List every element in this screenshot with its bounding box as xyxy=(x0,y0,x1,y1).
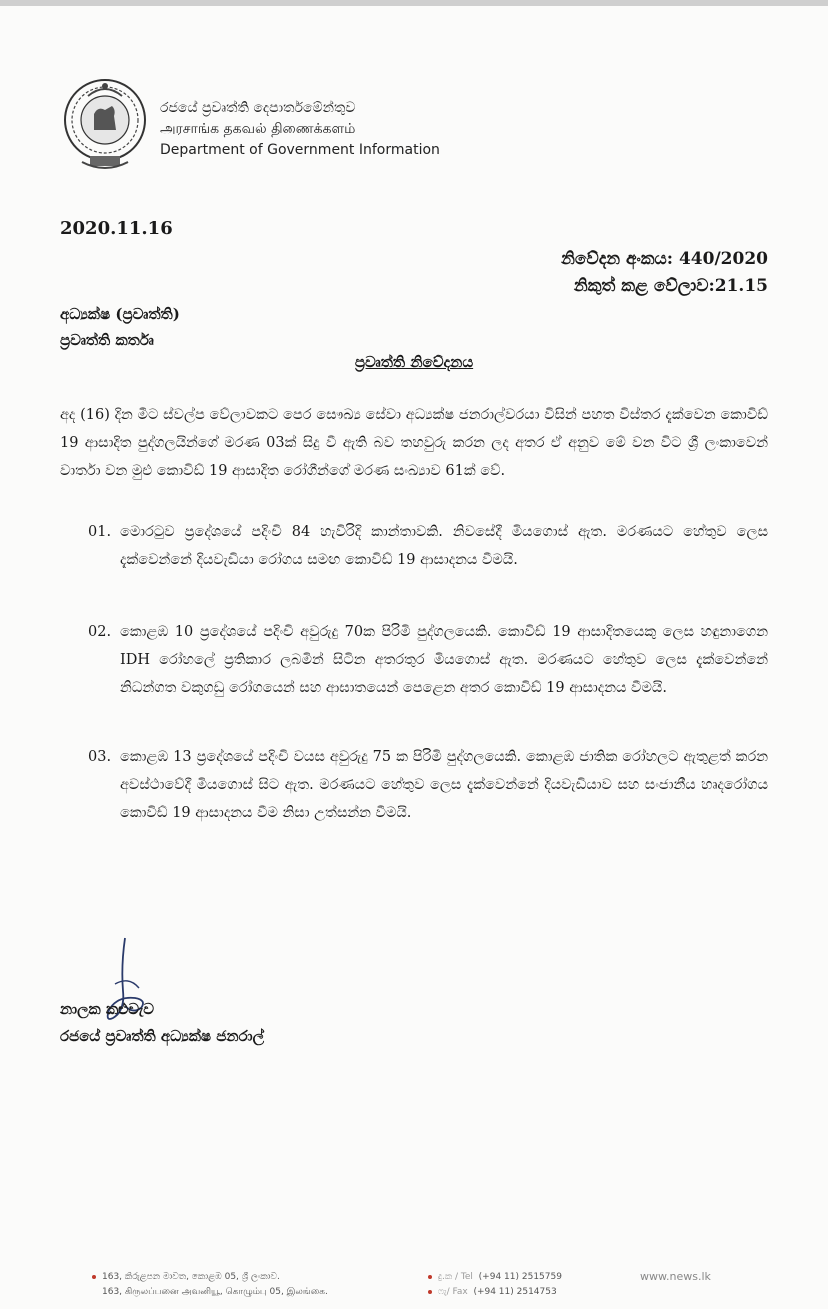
signer-name: නාලක කළුවැව xyxy=(60,1000,155,1018)
release-date: 2020.11.16 xyxy=(60,218,173,239)
list-item-number: 01. xyxy=(88,524,112,540)
footer-address xyxy=(92,1270,328,1300)
footer-address-line-2: 163, கிருலப்பனை அவனியூ, கொழும்பு 05, இலங்கை. xyxy=(102,1287,328,1297)
letter-page xyxy=(0,6,828,1309)
department-name-block xyxy=(160,98,440,161)
press-release-heading: ප්‍රවෘත්ති නිවේදනය xyxy=(354,353,474,371)
release-number: නිවේදන අංකය: 440/2020 xyxy=(561,249,768,269)
recipient-line-1: අධ්‍යක්ෂ (ප්‍රවෘත්ති) xyxy=(60,305,180,323)
department-name-tamil: அரசாங்க தகவல் திணைக்களம் xyxy=(160,121,356,137)
sri-lanka-emblem-icon xyxy=(60,76,150,174)
footer-fax-label: ෆැ/ Fax xyxy=(438,1287,468,1297)
bullet-icon xyxy=(428,1290,432,1294)
bullet-icon xyxy=(92,1275,96,1279)
footer-fax: (+94 11) 2514753 xyxy=(473,1287,557,1297)
footer-website: www.news.lk xyxy=(640,1270,711,1283)
footer-contacts xyxy=(428,1270,562,1300)
signer-title: රජයේ ප්‍රවෘත්ති අධ්‍යක්ෂ ජනරාල් xyxy=(60,1027,265,1045)
list-item xyxy=(88,518,768,574)
footer-tel: (+94 11) 2515759 xyxy=(478,1272,562,1282)
footer-address-line-1: 163, කිරුළපන මාවත, කොළඹ 05, ශ්‍රී ලංකාව. xyxy=(102,1272,280,1282)
list-item xyxy=(88,743,768,827)
footer-tel-label: දු.ක / Tel xyxy=(438,1272,473,1282)
recipient-line-2: ප්‍රවෘත්ති කර්තෘ xyxy=(60,331,154,349)
recipient-block xyxy=(60,301,180,353)
bullet-icon xyxy=(428,1275,432,1279)
signer-block xyxy=(60,996,264,1050)
list-item-number: 02. xyxy=(88,624,112,640)
list-item-text: මොරටුව ප්‍රදේශයේ පදිංචි 84 හැවිරිදි කාන්තාවකි. නිවසේදී මියගොස් ඇත. මරණයට හේතුව ලෙස දැක්වෙන්නේ දියවැඩියා රෝගය සමඟ කොවිඩ් 19 ආසාදනය වීමයි. xyxy=(120,524,768,568)
list-item-text: කොළඹ 10 ප්‍රදේශයේ පදිංචි අවුරුදු 70ක පිරිමි පුද්ගලයෙකි. කොවිඩ් 19 ආසාදිතයෙකු ලෙස හඳුනාගෙන IDH රෝහලේ ප්‍රතිකාර ලබමින් සිටින අතරතුර මියගොස් ඇත. මරණයට හේතුව ලෙස දැක්වෙන්නේ නිධන්ගත වකුගඩු රෝගයෙන් සහ ආඝාතයෙන් පෙළෙන අතර කොවිඩ් 19 ආසාදනය වීමයි. xyxy=(120,624,768,696)
intro-paragraph: අද (16) දින මීට ස්වල්ප වේලාවකට පෙර සෞඛ්‍ය සේවා අධ්‍යක්ෂ ජනරාල්වරයා විසින් පහත විස්තර දැක්වෙන කොවිඩ් 19 ආසාදිත පුද්ගලයින්ගේ මරණ 03ක් සිදු වී ඇති බව තහවුරු කරන ලද අතර ඒ අනුව මේ වන විට ශ්‍රී ලංකාවෙන් වාර්තා වන මුළු කොවිඩ් 19 ආසාදිත රෝගීන්ගේ මරණ සංඛ්‍යාව 61ක් වේ. xyxy=(60,407,768,479)
department-name-sinhala: රජයේ ප්‍රවෘත්ති දෙපාර්තමේන්තුව xyxy=(160,100,356,116)
list-item-text: කොළඹ 13 ප්‍රදේශයේ පදිංචි වයස අවුරුදු 75 ක පිරිමි පුද්ගලයෙකි. කොළඹ ජාතික රෝහලට ඇතුළත් කරන අවස්ථාවේදී මියගොස් සිට ඇත. මරණයට හේතුව ලෙස දැක්වෙන්නේ දියවැඩියාව සහ සංජානීය හෘදරෝගය කොවිඩ් 19 ආසාදනය වීම නිසා උත්සන්න වීමයි. xyxy=(120,749,768,821)
press-release-heading-wrap xyxy=(0,352,828,371)
list-item xyxy=(88,618,768,702)
letter-footer xyxy=(0,1264,828,1308)
list-item-number: 03. xyxy=(88,749,112,765)
release-time: නිකුත් කළ වේලාව:21.15 xyxy=(573,276,768,296)
department-name-english: Department of Government Information xyxy=(160,142,440,158)
release-reference-block xyxy=(561,246,768,300)
